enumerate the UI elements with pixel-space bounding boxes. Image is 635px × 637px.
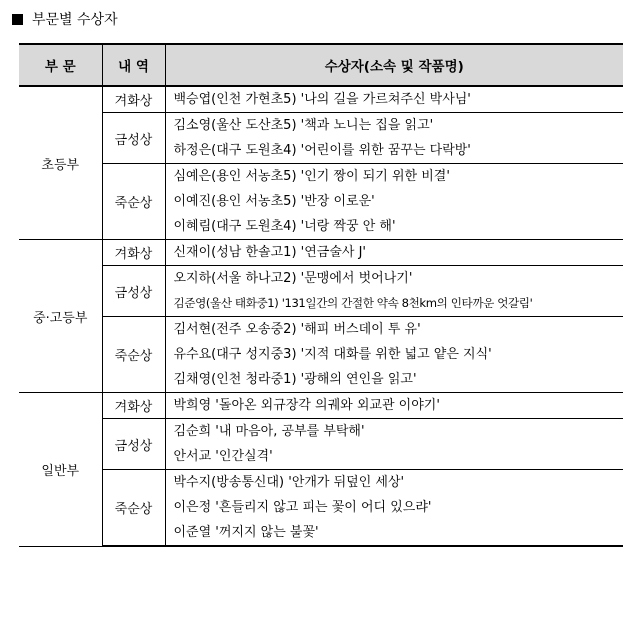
winner-entry: 김서현(전주 오송중2) '해피 버스데이 투 유' xyxy=(173,322,421,337)
winner-entry: 심예은(용인 서농초5) '인기 짱이 되기 위한 비결' xyxy=(173,169,450,184)
section-name: 중·고등부 xyxy=(19,240,102,393)
winner-entry: 하정은(대구 도원초4) '어린이를 위한 꿈꾸는 다락방' xyxy=(173,143,471,158)
table-row xyxy=(19,240,623,266)
winner-entry: 이은정 '흔들리지 않고 피는 꽃이 어디 있으랴' xyxy=(173,500,432,515)
winner-list xyxy=(165,86,623,113)
section-name: 일반부 xyxy=(19,393,102,547)
award-name: 죽순상 xyxy=(102,470,165,547)
section-heading-text: 부문별 수상자 xyxy=(32,12,118,28)
winner-entry: 오지하(서울 하나고2) '문맹에서 벗어나기' xyxy=(173,271,413,286)
winner-entry: 박수지(방송통신대) '안개가 뒤덮인 세상' xyxy=(173,475,405,490)
winner-list xyxy=(165,240,623,266)
award-name: 죽순상 xyxy=(102,317,165,393)
winner-entry: 백승엽(인천 가현초5) '나의 길을 가르쳐주신 박사님' xyxy=(173,92,471,107)
winner-list xyxy=(165,393,623,419)
table-row xyxy=(19,317,623,393)
winner-entry: 김소영(울산 도산초5) '책과 노니는 집을 읽고' xyxy=(173,118,434,133)
award-name: 금성상 xyxy=(102,266,165,317)
winner-entry: 안서교 '인간실격' xyxy=(173,449,273,464)
award-name: 금성상 xyxy=(102,419,165,470)
winner-entry: 신재이(성남 한솔고1) '연금술사 J' xyxy=(173,245,366,260)
header-winners: 수상자(소속 및 작품명) xyxy=(165,44,623,86)
winner-entry: 박희영 '돌아온 외규장각 의궤와 외교관 이야기' xyxy=(173,398,440,413)
winner-list xyxy=(165,266,623,317)
table-row xyxy=(19,164,623,240)
winner-list xyxy=(165,419,623,470)
winner-entry: 김준영(울산 태화중1) '131일간의 간절한 약속 8천km의 인타까운 엇갈림' xyxy=(173,296,533,310)
winner-entry: 유수요(대구 성지중3) '지적 대화를 위한 넓고 얕은 지식' xyxy=(173,347,492,362)
winners-table xyxy=(19,43,623,547)
winner-entry: 이준열 '꺼지지 않는 불꽃' xyxy=(173,525,319,540)
table-row xyxy=(19,113,623,164)
table-row xyxy=(19,86,623,113)
winner-list xyxy=(165,113,623,164)
award-name: 겨화상 xyxy=(102,86,165,113)
winner-entry: 이혜림(대구 도원초4) '너랑 짝꿍 안 해' xyxy=(173,219,396,234)
winner-list xyxy=(165,470,623,547)
header-section: 부 문 xyxy=(19,44,102,86)
winner-list xyxy=(165,317,623,393)
header-detail: 내 역 xyxy=(102,44,165,86)
award-name: 겨화상 xyxy=(102,393,165,419)
table-header-row xyxy=(19,44,623,86)
table-row xyxy=(19,266,623,317)
winner-entry: 김순희 '내 마음아, 공부를 부탁해' xyxy=(173,424,365,439)
section-heading xyxy=(12,8,118,30)
award-name: 금성상 xyxy=(102,113,165,164)
table-row xyxy=(19,393,623,419)
winner-entry: 이예진(용인 서농초5) '반장 이로운' xyxy=(173,194,375,209)
winner-list xyxy=(165,164,623,240)
table-row xyxy=(19,419,623,470)
award-name: 겨화상 xyxy=(102,240,165,266)
award-name: 죽순상 xyxy=(102,164,165,240)
table-row xyxy=(19,470,623,547)
winner-entry: 김채영(인천 청라중1) '광해의 연인을 읽고' xyxy=(173,372,417,387)
section-name: 초등부 xyxy=(19,86,102,240)
square-bullet-icon xyxy=(12,14,23,25)
